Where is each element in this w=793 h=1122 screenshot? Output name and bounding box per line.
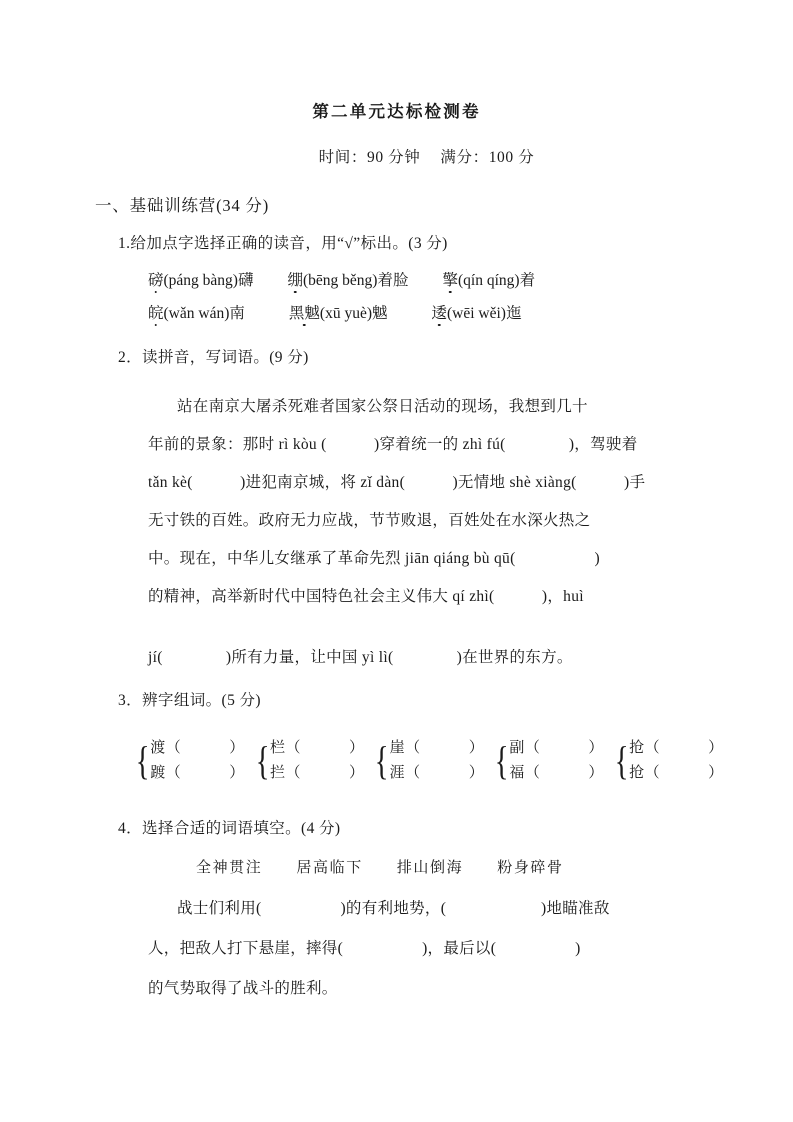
q2-text-line: 站在南京大屠杀死难者国家公祭日活动的现场，我想到几十 [177,398,588,415]
q2-text-line[interactable]: 的精神，高举新时代中国特色社会主义伟大 qí zhì( )，huì [148,588,584,605]
q3-pair-grid [133,736,732,786]
q3-pair-row[interactable]: 崖（ ） [389,740,485,756]
q2-text-line[interactable]: 中。现在，中华儿女继承了革命先烈 jiān qiáng bù qū( ) [148,550,601,567]
q4-text-line[interactable]: 人，把敌人打下悬崖，摔得( )，最后以( ) [148,940,581,957]
q1-item [288,268,409,290]
q1-options[interactable]: (xū yuè) [319,305,372,322]
q3-pair-row[interactable]: 副（ ） [509,740,604,756]
word-bank-item[interactable]: 粉身碎骨 [497,860,564,876]
time-label: 时间： [318,149,367,166]
q1-item [289,301,388,323]
q1-target-char[interactable]: 逶 [432,301,448,323]
q3-pair-row[interactable]: 抢（ ） [629,765,724,781]
left-brace-icon: { [494,738,509,783]
q2-text-line[interactable]: jí( )所有力量，让中国 yì lì( )在世界的东方。 [148,649,573,666]
q3-pair-row[interactable]: 抢（ ） [629,740,724,756]
q1-tail: 魆 [371,305,388,322]
q1-options[interactable]: (páng bàng) [163,272,238,289]
q3-pair [612,736,724,786]
q1-item [443,268,536,290]
q3-pair [372,736,484,786]
word-bank-item[interactable]: 排山倒海 [396,860,464,876]
q3-pair [253,736,365,786]
page-title: 第二单元达标检测卷 [312,103,481,121]
time-value: 90 分钟 [366,149,421,166]
q3-pair [492,736,604,786]
q1-tail: 迤 [505,305,522,322]
q1-item [148,268,254,290]
question-2-prompt: 2．读拼音，写词语。(9 分) [118,349,309,366]
q1-tail: 南 [229,305,245,322]
q1-tail: 着脸 [377,272,409,289]
left-brace-icon: { [614,738,629,783]
q1-item [148,301,245,323]
q4-text-line: 的气势取得了战斗的胜利。 [148,980,338,997]
question-4-prompt: 4．选择合适的词语填空。(4 分) [118,820,341,837]
q1-tail: 着 [519,272,536,289]
q3-pair-row[interactable]: 栏（ ） [269,740,365,756]
q3-pair-row[interactable]: 拦（ ） [269,765,365,781]
q3-pair-row[interactable]: 踱（ ） [150,765,245,781]
q4-text-line[interactable]: 战士们利用( )的有利地势，( )地瞄准敌 [177,900,610,917]
q1-choice-row-2 [148,301,522,323]
q1-options[interactable]: (qín qíng) [458,272,520,289]
section-heading-1: 一、基础训练营(34 分) [95,196,270,215]
q1-choice-row-1 [148,268,535,290]
score-label: 满分： [440,149,489,166]
q2-text-line[interactable]: tǎn kè( )进犯南京城，将 zǐ dàn( )无情地 shè xiàng( )手 [148,474,646,491]
q2-text-line[interactable]: 年前的景象：那时 rì kòu ( )穿着统一的 zhì fú( )，驾驶着 [148,436,638,453]
q1-options[interactable]: (wǎn wán) [163,305,230,322]
q1-target-char[interactable]: 磅 [148,268,164,290]
left-brace-icon: { [135,738,150,783]
score-value: 100 分 [488,149,535,166]
q1-tail: 礴 [237,272,254,289]
word-bank-item[interactable]: 全神贯注 [196,860,263,876]
q1-target-char[interactable]: 绷 [288,268,304,290]
q2-text-line: 无寸铁的百姓。政府无力应战，节节败退，百姓处在水深火热之 [148,512,591,529]
q3-pair-row[interactable]: 渡（ ） [150,740,245,756]
q3-pair-row[interactable]: 涯（ ） [389,765,485,781]
question-3-prompt: 3．辨字组词。(5 分) [118,692,261,709]
q3-pair-row[interactable]: 福（ ） [509,765,604,781]
q1-target-char[interactable]: 皖 [148,301,164,323]
q1-options[interactable]: (wēi wěi) [447,305,506,322]
q1-target-char[interactable]: 擎 [443,268,459,290]
q3-pair [133,736,245,786]
word-bank-item[interactable]: 居高临下 [296,860,363,876]
q4-word-bank [196,856,564,877]
left-brace-icon: { [255,738,270,783]
q1-item [432,301,522,323]
exam-meta-line [0,145,793,167]
q1-target-char[interactable]: 黑魆 [289,301,320,323]
left-brace-icon: { [375,738,389,783]
q1-options[interactable]: (bēng běng) [303,272,378,289]
question-1-prompt: 1.给加点字选择正确的读音，用“√”标出。(3 分) [118,235,448,252]
